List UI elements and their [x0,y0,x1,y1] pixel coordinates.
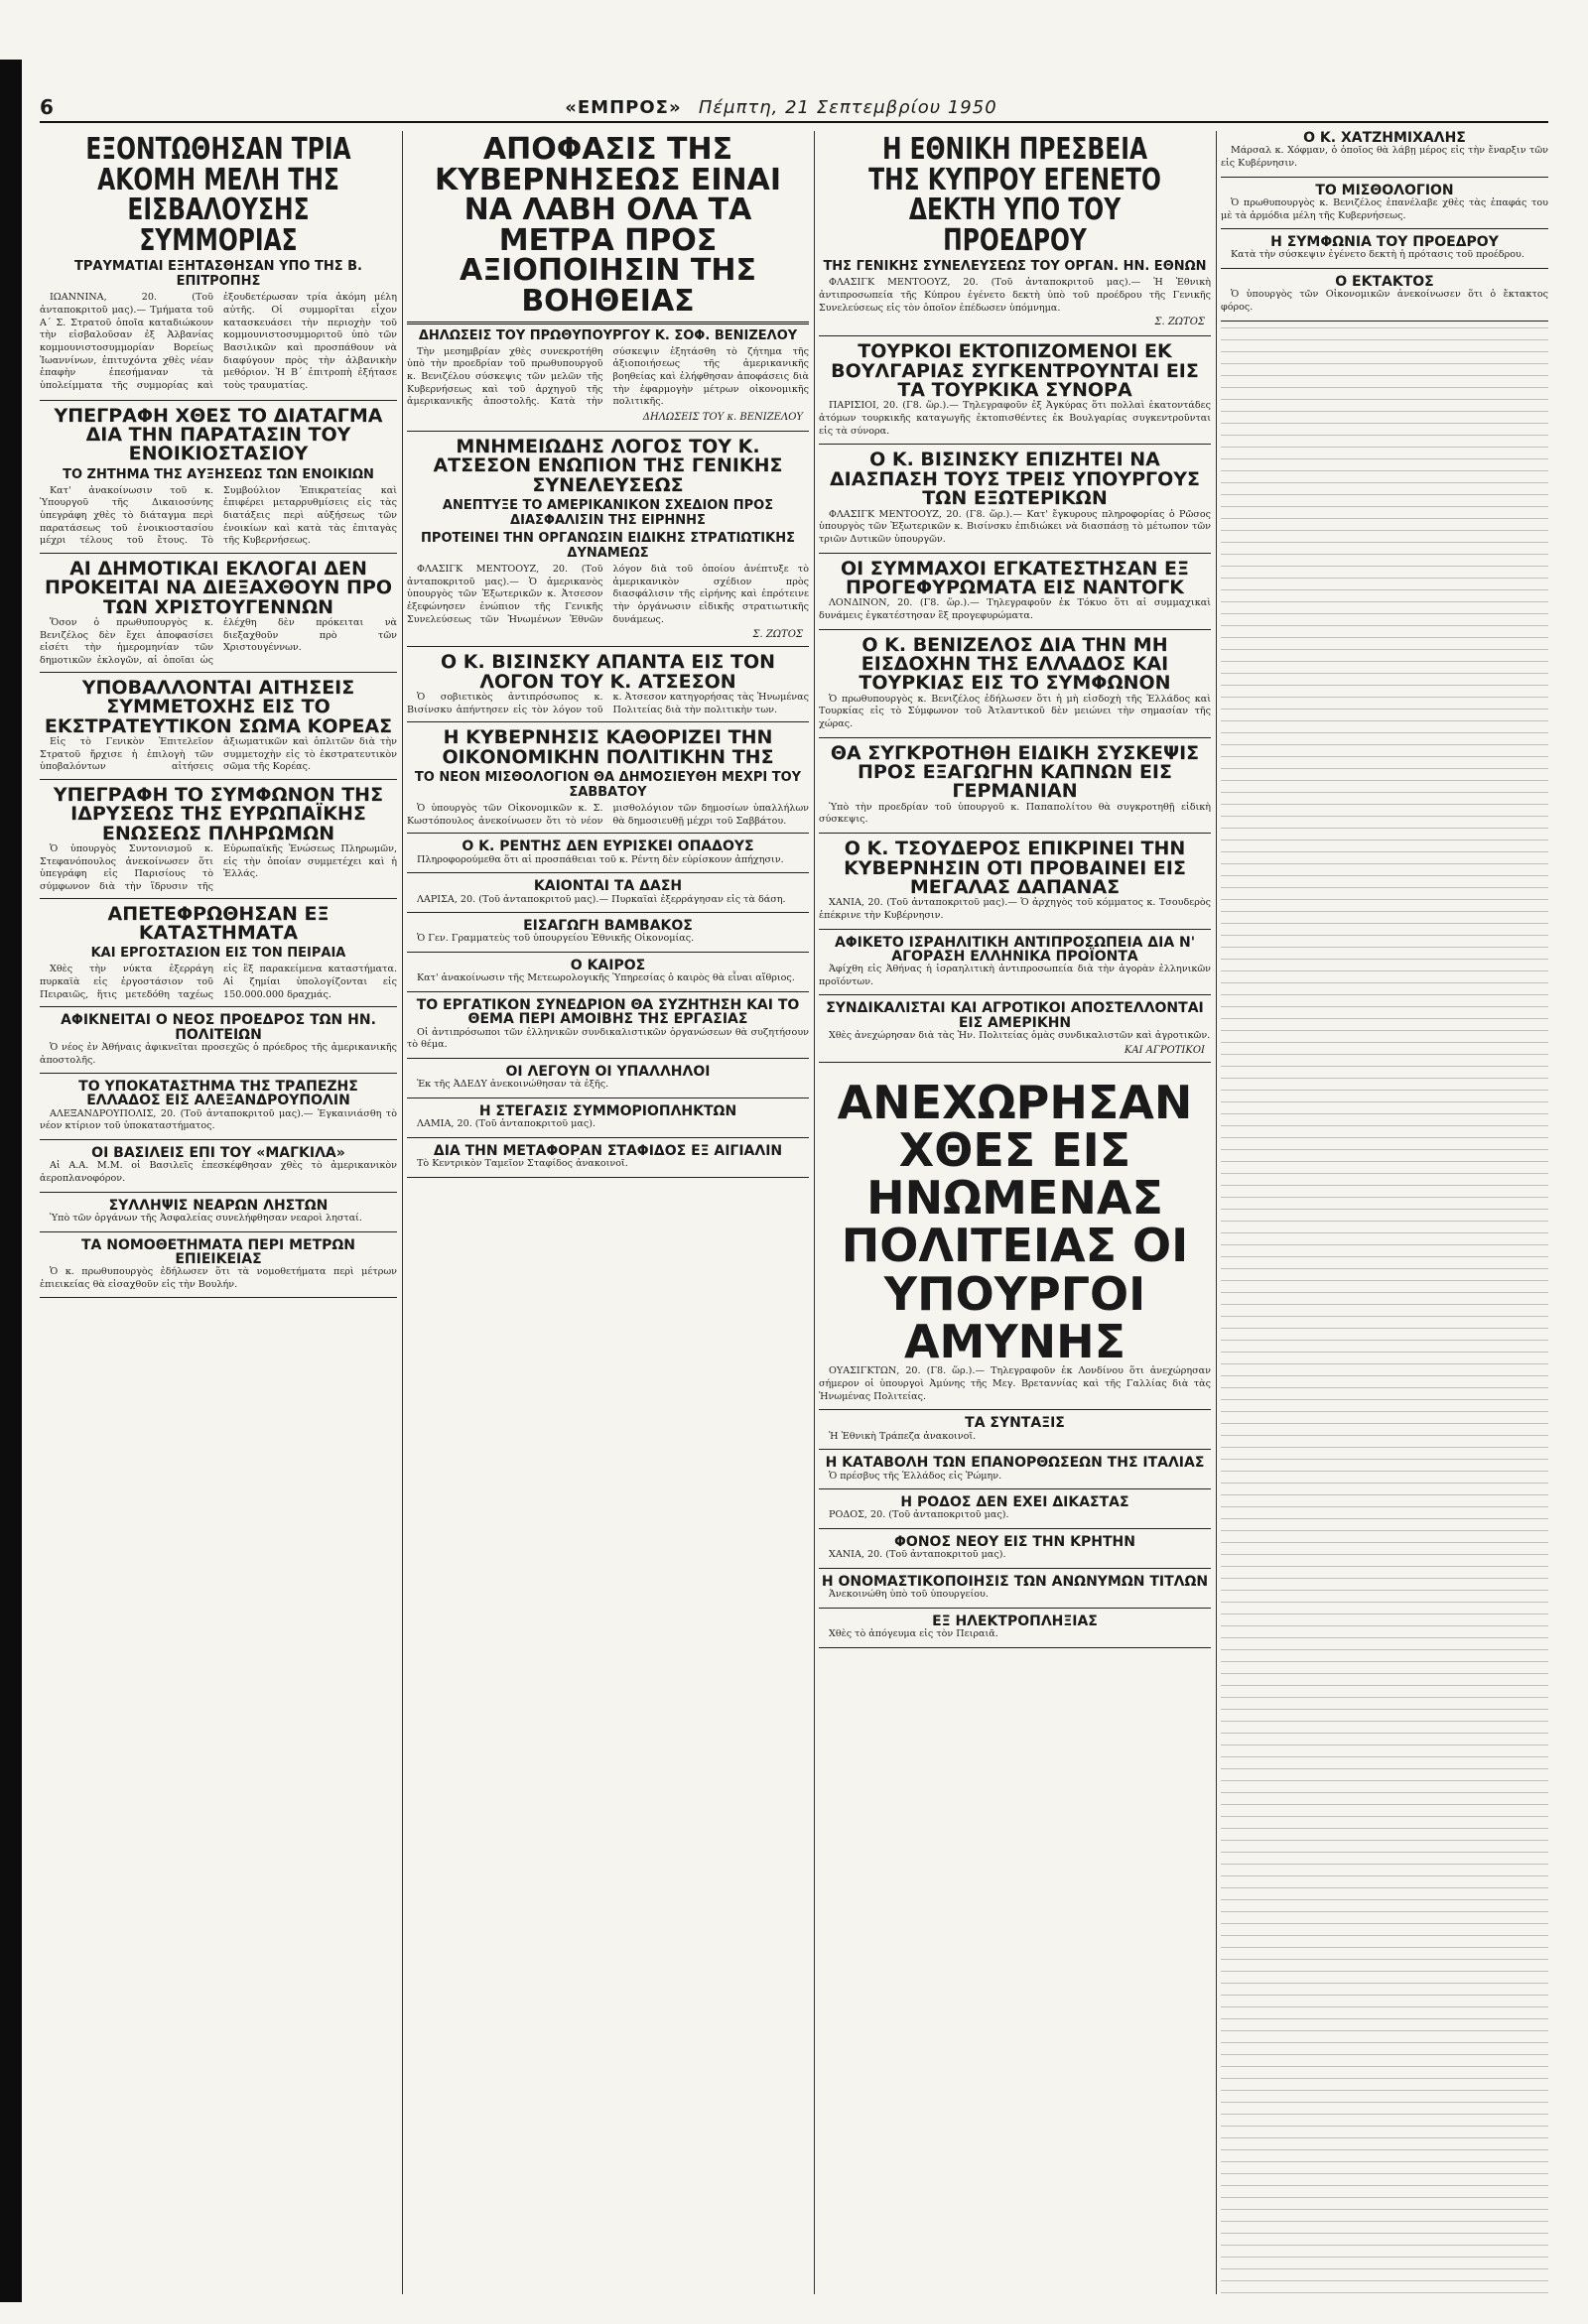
page-number: 6 [40,95,54,119]
article-body [819,897,1211,922]
article-civil-servants [407,1065,809,1098]
article-text: ΟΥΑΣΙΓΚΤΩΝ, 20. (Γ8. ὥρ.).— Τηλεγραφοῦν ἐκ Λονδίνου ὅτι ἀνεχώρησαν σήμερον οἱ ὑπουργοὶ Ἀμύνης τῆς Μεγ. Βρεταννίας καὶ τῆς Γαλλίας διὰ τὰς Ἡνωμένας Πολιτείας. [819,1365,1211,1402]
article-headline: ΑΠΟΦΑΣΙΣ ΤΗΣ ΚΥΒΕΡΝΗΣΕΩΣ ΕΙΝΑΙ ΝΑ ΛΑΒΗ ΟΛΑ ΤΑ ΜΕΤΡΑ ΠΡΟΣ ΑΞΙΟΠΟΙΗΣΙΝ ΤΗΣ ΒΟΗΘΕΙΑΣ [434,132,782,319]
article-body [40,485,397,549]
article-body [40,617,397,668]
article-headline: ΜΝΗΜΕΙΩΔΗΣ ΛΟΓΟΣ ΤΟΥ Κ. ΑΤΣΕΣΟΝ ΕΝΩΠΙΟΝ ΤΗΣ ΓΕΝΙΚΗΣ ΣΥΝΕΛΕΥΣΕΩΣ [433,435,783,496]
article-text: ΠΑΡΙΣΙΟΙ, 20. (Γ8. ὥρ.).— Τηλεγραφοῦν ἐξ Ἀγκύρας ὅτι πολλαὶ ἑκατοντάδες ἀτόμων τουρκικῆς καταγωγῆς ἐκτοπισθέντες ἐκ Βουλγαρίας συγκεντροῦνται εἰς τὰ σύνορα. [819,400,1211,437]
article-body [819,1431,1211,1444]
article-rhodes-judges [819,1495,1211,1529]
article-cyprus-delegation [819,131,1211,336]
article-headline: ΥΠΟΒΑΛΛΟΝΤΑΙ ΑΙΤΗΣΕΙΣ ΣΥΜΜΕΤΟΧΗΣ ΕΙΣ ΤΟ ΕΚΣΤΡΑΤΕΥΤΙΚΟΝ ΣΩΜΑ ΚΟΡΕΑΣ [44,676,393,737]
article-housing [407,1104,809,1138]
article-headline: ΟΙ ΣΥΜΜΑΧΟΙ ΕΓΚΑΤΕΣΤΗΣΑΝ ΕΞ ΠΡΟΓΕΦΥΡΩΜΑΤΑ ΕΙΣ ΝΑΝΤΟΓΚ [840,557,1190,598]
column-1 [40,131,397,2294]
article-body [819,509,1211,547]
article-subhead-2: ΠΡΟΤΕΙΝΕΙ ΤΗΝ ΟΡΓΑΝΩΣΙΝ ΕΙΔΙΚΗΣ ΣΤΡΑΤΙΩΤΙΚΗΣ ΔΥΝΑΜΕΩΣ [421,530,795,561]
article-headline: ΘΑ ΣΥΓΚΡΟΤΗΘΗ ΕΙΔΙΚΗ ΣΥΣΚΕΨΙΣ ΠΡΟΣ ΕΞΑΓΩΓΗΝ ΚΑΠΝΩΝ ΕΙΣ ΓΕΡΜΑΝΙΑΝ [830,741,1200,803]
article-body [407,854,809,867]
article-economic-policy [407,728,809,834]
article-hatzimichalis [1221,131,1548,178]
article-body [40,1108,397,1133]
article-headline: Ο Κ. ΒΕΝΙΖΕΛΟΣ ΔΙΑ ΤΗΝ ΜΗ ΕΙΣΔΟΧΗΝ ΤΗΣ ΕΛΛΑΔΟΣ ΚΑΙ ΤΟΥΡΚΙΑΣ ΕΙΣ ΤΟ ΣΥΜΦΩΝΟΝ [859,633,1171,695]
paper-title-line [565,97,996,121]
article-body [1221,289,1548,314]
article-defence-ministers [819,1069,1211,1411]
article-text: Κατ' ἀνακοίνωσιν τῆς Μετεωρολογικῆς Ὑπηρεσίας ὁ καιρὸς θὰ εἶναι αἴθριος. [417,972,795,984]
article-body [407,1079,809,1092]
article-body [40,843,397,894]
article-headline: ΤΟ ΥΠΟΚΑΤΑΣΤΗΜΑ ΤΗΣ ΤΡΑΠΕΖΗΣ ΕΛΛΑΔΟΣ ΕΙΣ ΑΛΕΞΑΝΔΡΟΥΠΟΛΙΝ [78,1079,358,1109]
article-body [40,1213,397,1226]
article-headline: Η ΟΝΟΜΑΣΤΙΚΟΠΟΙΗΣΙΣ ΤΩΝ ΑΝΩΝΥΜΩΝ ΤΙΤΛΩΝ [821,1574,1209,1591]
article-headline: ΥΠΕΓΡΑΦΗ ΤΟ ΣΥΜΦΩΝΟΝ ΤΗΣ ΙΔΡΥΣΕΩΣ ΤΗΣ ΕΥΡΩΠΑΪΚΗΣ ΕΝΩΣΕΩΣ ΠΛΗΡΩΜΩΝ [53,783,384,844]
article-headline: Ο Κ. ΡΕΝΤΗΣ ΔΕΝ ΕΥΡΙΣΚΕΙ ΟΠΑΔΟΥΣ [462,839,754,855]
article-headline: Ο Κ. ΒΙΣΙΝΣΚΥ ΑΠΑΝΤΑ ΕΙΣ ΤΟΝ ΛΟΓΟΝ ΤΟΥ Κ. ΑΤΣΕΣΟΝ [440,651,776,693]
article-text: Μάρσαλ κ. Χόφμαν, ὁ ὁποῖος θὰ λάβῃ μέρος εἰς τὴν ἔναρξιν τῶν εἰς Κυβέρνησιν. [1221,145,1548,169]
article-signature: ΔΗΛΩΣΕΙΣ ΤΟΥ κ. ΒΕΝΙΖΕΛΟΥ [642,411,803,423]
issue-date: Πέμπτη, 21 Σεπτεμβρίου 1950 [698,97,997,118]
article-headline: ΣΥΝΔΙΚΑΛΙΣΤΑΙ ΚΑΙ ΑΓΡΟΤΙΚΟΙ ΑΠΟΣΤΕΛΛΟΝΤΑΙ ΕΙΣ ΑΜΕΡΙΚΗΝ [826,1000,1204,1031]
article-text: Ἀνεκοινώθη ὑπὸ τοῦ ὑπουργείου. [829,1589,989,1601]
article-cotton-import [407,919,809,953]
article-text: Κατὰ τὴν σύσκεψιν ἐγένετο δεκτὴ ἡ πρότασις τοῦ προέδρου. [1231,249,1524,261]
article-text: Ὁ σοβιετικὸς ἀντιπρόσωπος κ. Βισίνσκυ ἀπήντησεν εἰς τὸν λόγον τοῦ κ. Ἀτσεσον κατηγορήσας τὰς Ἡνωμένας Πολιτείας διὰ τὴν πολιτικὴν των. [407,692,809,715]
article-body [407,972,809,985]
article-headline: ΤΑ ΝΟΜΟΘΕΤΗΜΑΤΑ ΠΕΡΙ ΜΕΤΡΩΝ ΕΠΙΕΙΚΕΙΑΣ [80,1236,355,1267]
masthead [40,89,1548,123]
article-body [407,933,809,946]
article-body [819,1628,1211,1641]
article-headline: ΑΦΙΚΕΤΟ ΙΣΡΑΗΛΙΤΙΚΗ ΑΝΤΙΠΡΟΣΩΠΕΙΑ ΔΙΑ Ν' ΑΓΟΡΑΣΗ ΕΛΛΗΝΙΚΑ ΠΡΟΪΟΝΤΑ [834,934,1196,965]
article-headline: ΤΟ ΜΙΣΘΟΛΟΓΙΟΝ [1315,182,1454,198]
article-royals-carrier [40,1146,397,1193]
article-text: ΦΛΑΣΙΓΚ ΜΕΝΤΟΟΥΖ, 20. (Γ8. ὥρ.).— Κατ' ἔγκυρους πληροφορίας ὁ Ρῶσος ὑπουργὸς τῶν Ἐξωτερικῶν κ. Βισίνσκυ ἐπιδιώκει νὰ διασπάσῃ τὸ μέτωπον τῶν τριῶν Δυτικῶν ὑπουργῶν. [819,508,1211,545]
article-body [819,1509,1211,1522]
article-body [819,964,1211,988]
article-text: Ὁ ὑπουργὸς τῶν Οἰκονομικῶν κ. Σ. Κωστόπουλος ἀνεκοίνωσεν ὅτι τὸ νέον μισθολόγιον τῶν δημοσίων ὑπαλλήλων θὰ δημοσιευθῇ μέχρι τοῦ Σαββάτου. [407,803,809,827]
article-text: Ὁ κ. πρωθυπουργὸς ἐδήλωσεν ὅτι τὰ νομοθετήματα περὶ μέτρων ἐπιεικείας θὰ εἰσαχθοῦν εἰς τὴν Βουλήν. [40,1266,397,1290]
article-text: Ὑπὸ τῶν ὀργάνων τῆς Ἀσφαλείας συνελήφθησαν νεαροὶ λησταί. [50,1212,362,1224]
article-headline: ΕΞΟΝΤΩΘΗΣΑΝ ΤΡΙΑ ΑΚΟΜΗ ΜΕΛΗ ΤΗΣ ΕΙΣΒΑΛΟΥΣΗΣ ΣΥΜΜΟΡΙΑΣ [85,132,351,258]
article-subhead: ΤΗΣ ΓΕΝΙΚΗΣ ΣΥΝΕΛΕΥΣΕΩΣ ΤΟΥ ΟΡΓΑΝ. ΗΝ. ΕΘΝΩΝ [823,259,1207,275]
article-subhead: ΤΟ ΖΗΤΗΜΑ ΤΗΣ ΑΥΞΗΣΕΩΣ ΤΩΝ ΕΝΟΙΚΙΩΝ [63,466,374,482]
article-body [819,1365,1211,1403]
article-text: ΡΟΔΟΣ, 20. (Τοῦ ἀνταποκριτοῦ μας). [829,1509,1009,1521]
article-headline: ΕΞ ΗΛΕΚΤΡΟΠΛΗΞΙΑΣ [932,1613,1098,1629]
article-turkish-deportees [819,342,1211,445]
article-text: Εἰς τὸ Γενικὸν Ἐπιτελεῖον Στρατοῦ ἤρχισε ἡ ἐπιλογὴ τῶν ὑποβαλόντων αἰτήσεις ἀξιωματικῶν καὶ ὁπλιτῶν διὰ τὴν συμμετοχὴν εἰς τὸ ἐκστρατευτικὸν σῶμα τῆς Κορέας. [40,735,397,773]
article-rentis [407,839,809,873]
column-4 [1221,131,1548,2294]
article-headline: ΣΥΛΛΗΨΙΣ ΝΕΑΡΩΝ ΛΗΣΤΩΝ [108,1197,329,1214]
article-headline: Η ΣΥΜΦΩΝΙΑ ΤΟΥ ΠΡΟΕΔΡΟΥ [1270,234,1499,251]
article-body [40,1042,397,1067]
article-headline: ΟΙ ΒΑΣΙΛΕΙΣ ΕΠΙ ΤΟΥ «ΜΑΓΚΙΛΑ» [91,1145,345,1162]
article-body [819,1471,1211,1484]
article-headline: Ο Κ. ΧΑΤΖΗΜΙΧΑΛΗΣ [1303,131,1466,146]
article-body [819,400,1211,438]
article-us-president [40,1013,397,1074]
column-rule [814,131,815,2294]
article-text: ΛΑΜΙΑ, 20. (Τοῦ ἀνταποκριτοῦ μας). [417,1118,596,1130]
article-text: Κατ' ἀνακοίνωσιν τοῦ κ. Ὑπουργοῦ τῆς Δικαιοσύνης ὑπεγράφη χθὲς τὸ διάταγμα περὶ παρατάσεως τοῦ ἐνοικιοστασίου μέχρι τέλους τοῦ ἔτους. Τὸ Συμβούλιον Ἐπικρατείας καὶ ἐπιφέρει μεταρρυθμίσεις εἰς τὰς διατάξεις περὶ αὐξήσεως τῶν ἐνοικίων καὶ κατὰ τὰς ἐπιταγὰς τῆς Κυβερνήσεως. [40,484,397,547]
article-rent-decree [40,404,397,554]
article-text: Πληροφορούμεθα ὅτι αἱ προσπάθειαι τοῦ κ. Ρέντη δὲν εὑρίσκουν ἀπήχησιν. [417,853,784,865]
article-israeli-delegation [819,936,1211,996]
article-headline: ΤΑ ΣΥΝΤΑΞΙΣ [965,1415,1065,1432]
article-text: Χθὲς τὴν νύκτα ἐξερράγη πυρκαϊὰ εἰς ἐργοστάσιον τοῦ Πειραιῶς, ἥτις μετεδόθη ταχέως εἰς ἓξ παρακείμενα καταστήματα. Αἱ ζημίαι ὑπολογίζονται εἰς 150.000.000 δραχμάς. [40,964,397,1000]
article-payments-union [40,783,397,899]
paper-name: «ΕΜΠΡΟΣ» [565,97,682,118]
article-signature: ΚΑΙ ΑΓΡΟΤΙΚΟΙ [1124,1044,1205,1056]
article-raisin-transport [407,1144,809,1178]
article-body [1221,197,1548,222]
article-text: Ὁ Γεν. Γραμματεὺς τοῦ ὑπουργείου Ἐθνικῆς Οἰκονομίας. [417,933,695,945]
article-body [40,1160,397,1185]
article-signature: Σ. ΖΩΤΟΣ [752,629,803,641]
article-headline: ΕΙΣΑΓΩΓΗ ΒΑΜΒΑΚΟΣ [523,918,693,935]
column-rule [402,131,403,2294]
article-headline: Η ΚΑΤΑΒΟΛΗ ΤΩΝ ΕΠΑΝΟΡΘΩΣΕΩΝ ΤΗΣ ΙΤΑΛΙΑΣ [825,1455,1205,1472]
article-unionists-america [819,1001,1211,1062]
article-robbers-arrest [40,1199,397,1232]
article-text: Ὁ ὑπουργὸς τῶν Οἰκονομικῶν ἀνεκοίνωσεν ὅτι ὁ ἔκτακτος φόρος. [1221,289,1548,313]
article-text: Αἱ Α.Α. Μ.Μ. οἱ Βασιλεῖς ἐπεσκέφθησαν χθὲς τὸ ἀμερικανικὸν ἀεροπλανοφόρον. [40,1160,397,1184]
article-allied-bridgeheads [819,557,1211,630]
article-body [407,1158,809,1171]
article-body [819,277,1211,315]
article-headline: Ο ΚΑΙΡΟΣ [570,958,646,974]
article-body [407,803,809,829]
article-body [40,1266,397,1291]
article-body [40,292,397,393]
article-text: Ὁ νέος ἐν Ἀθήναις ἀφικνεῖται προσεχῶς ὁ πρόεδρος τῆς ἀμερικανικῆς ἀποστολῆς. [40,1041,397,1066]
article-anonymous-titles [819,1575,1211,1609]
article-text: Ἡ Ἐθνικὴ Τράπεζα ἀνακοινοῖ. [829,1430,977,1442]
column-2 [407,131,809,2294]
article-leniency-measures [40,1238,397,1299]
article-text: ΦΛΑΣΙΓΚ ΜΕΝΤΟΟΥΖ, 20. (Τοῦ ἀνταποκριτοῦ μας).— Ἡ Ἐθνικὴ ἀντιπροσωπεία τῆς Κύπρου ἐγένετο δεκτὴ ὑπὸ τοῦ προέδρου τῆς Γενικῆς Συνελεύσεως εἰς τὸν ὁποῖον ἐπέδωσεν ὑπόμνημα. [819,277,1211,314]
article-body [407,346,809,410]
article-body [407,1118,809,1131]
article-vyshinsky-reply [407,653,809,722]
article-headline: Η ΡΟΔΟΣ ΔΕΝ ΕΧΕΙ ΔΙΚΑΣΤΑΣ [900,1494,1129,1511]
scan-edge [0,60,22,2302]
article-headline: Ο Κ. ΒΙΣΙΝΣΚΥ ΕΠΙΖΗΤΕΙ ΝΑ ΔΙΑΣΠΑΣΗ ΤΟΥΣ ΤΡΕΙΣ ΥΠΟΥΡΓΟΥΣ ΤΩΝ ΕΞΩΤΕΡΙΚΩΝ [829,449,1201,510]
article-crete-murder [819,1535,1211,1569]
article-text: Ὅσον ὁ πρωθυπουργὸς κ. Βενιζέλος δὲν ἔχει ἀποφασίσει εἰσέτι τὴν ἡμερομηνίαν τῶν δημοτικῶν ἐκλογῶν, αἱ ὁποῖαι ὡς ἐλέχθη δὲν πρόκειται νὰ διεξαχθοῦν πρὸ τῶν Χριστουγέννων. [40,617,397,667]
article-body [819,1549,1211,1562]
article-acheson-speech [407,435,809,647]
article-text: Τὴν μεσημβρίαν χθὲς συνεκροτήθη ὑπὸ τὴν προεδρίαν τοῦ πρωθυπουργοῦ κ. Βενιζέλου σύσκεψις τῶν μελῶν τῆς Κυβερνήσεως καὶ τοῦ ἀρχηγοῦ τῆς ἀμερικανικῆς ἀποστολῆς. Κατὰ τὴν σύσκεψιν ἐξητάσθη τὸ ζήτημα τῆς ἀξιοποιήσεως τῆς ἀμερικανικῆς βοηθείας καὶ ἐλήφθησαν ἀποφάσεις διὰ τὴν ἐφαρμογὴν μέτρων οἰκονομικῆς πολιτικῆς. [407,345,809,408]
article-headline: ΑΠΕΤΕΦΡΩΘΗΣΑΝ ΕΞ ΚΑΤΑΣΤΗΜΑΤΑ [107,902,330,944]
article-guerrilla-band [40,131,397,401]
article-body [407,564,809,627]
article-pensions [819,1416,1211,1450]
article-text: ΙΩΑΝΝΙΝΑ, 20. (Τοῦ ἀνταποκριτοῦ μας).— Τμήματα τοῦ Α΄ Σ. Στρατοῦ ὁποῖα καταδιώκουν τὴν εἰσβαλοῦσαν ἐξ Ἀλβανίας κομμουνιστοσυμμορίαν Βορείως Ἰωαννίνων, ἐπιτυχόντα χθὲς νέαν ἐπαφὴν ἐπεσήμαναν τὰ ὑπολείμματα τῆς συμμορίας καὶ ἐξουδετέρωσαν τρία ἀκόμη μέλη αὐτῆς. Οἱ συμμορῖται εἶχον κατασκευάσει τὴν περιοχὴν τοῦ κομμουνιστοσυμμοριτοῦ ὑπὸ τῶν Βασιλικῶν καὶ προσπάθουν νὰ διαφύγουν πρὸς τὴν ἀλβανικὴν μεθόριον. Ἡ Β΄ ἐπιτροπὴ ἐξήτασε τοὺς τραυματίας. [40,292,397,391]
article-subhead: ΔΗΛΩΣΕΙΣ ΤΟΥ ΠΡΩΘΥΠΟΥΡΓΟΥ Κ. ΣΟΦ. ΒΕΝΙΖΕΛΟΥ [418,327,798,343]
article-body [407,894,809,907]
article-headline: ΑΙ ΔΗΜΟΤΙΚΑΙ ΕΚΛΟΓΑΙ ΔΕΝ ΠΡΟΚΕΙΤΑΙ ΝΑ ΔΙΕΞΑΧΘΟΥΝ ΠΡΟ ΤΩΝ ΧΡΙΣΤΟΥΓΕΝΝΩΝ [45,558,392,618]
article-italian-reparations [819,1456,1211,1489]
article-extraordinary-tax [1221,275,1548,322]
article-text: Τὸ Κεντρικὸν Ταμεῖον Σταφίδος ἀνακοινοῖ. [417,1158,628,1170]
article-body [40,736,397,775]
article-text: Οἱ ἀντιπρόσωποι τῶν ἐλληνικῶν συνδικαλιστικῶν ὀργανώσεων θὰ συζητήσουν τὸ θέμα. [407,1026,809,1051]
article-signature: Σ. ΖΩΤΟΣ [1154,317,1205,328]
article-body [407,692,809,717]
article-text: Ὁ πρωθυπουργὸς κ. Βενιζέλος ἐπανέλαβε χθὲς τὰς ἐπαφάς του μὲ τὰ ἀρμόδια μέλη τῆς Κυβερνήσεως. [1221,196,1548,221]
article-municipal-elections [40,560,397,673]
article-text: ΧΑΝΙΑ, 20. (Τοῦ ἀνταποκριτοῦ μας).— Ὁ ἀρχηγὸς τοῦ κόμματος κ. Τσουδερὸς ἐπέκρινε τὴν Κυβέρνησιν. [819,897,1211,921]
article-labour-congress [407,998,809,1059]
article-text: Ἐκ τῆς ἈΔΕΔΥ ἀνεκοινώθησαν τὰ ἑξῆς. [417,1079,609,1091]
article-text: Ὁ πρωθυπουργὸς κ. Βενιζέλος ἐδήλωσεν ὅτι ἡ μὴ εἰσδοχὴ τῆς Ἑλλάδος καὶ Τουρκίας εἰς τὸ Σύμφωνον τοῦ Ἀτλαντικοῦ δὲν μειώνει τὴν σημασίαν τῆς χώρας. [819,693,1211,730]
article-headline: ΤΟ ΕΡΓΑΤΙΚΟΝ ΣΥΝΕΔΡΙΟΝ ΘΑ ΣΥΖΗΤΗΣΗ ΚΑΙ ΤΟ ΘΕΜΑ ΠΕΡΙ ΑΜΟΙΒΗΣ ΤΗΣ ΕΡΓΑΣΙΑΣ [416,997,800,1028]
article-body [819,802,1211,827]
article-tsouderos [819,839,1211,929]
article-body [1221,249,1548,262]
article-headline: ΟΙ ΛΕΓΟΥΝ ΟΙ ΥΠΑΛΛΗΛΟΙ [505,1063,711,1080]
article-text: Ὑπὸ τὴν προεδρίαν τοῦ ὑπουργοῦ κ. Παπαπολίτου θὰ συγκροτηθῇ εἰδικὴ σύσκεψις. [819,801,1211,826]
article-text: ΦΛΑΣΙΓΚ ΜΕΝΤΟΟΥΖ, 20. (Τοῦ ἀνταποκριτοῦ μας).— Ὁ ἀμερικανὸς ὑπουργὸς τῶν Ἐξωτερικῶν κ. Ἀτσεσον ἐξεφώνησεν ἐνώπιον τῆς Γενικῆς Συνελεύσεως τῶν Ἡνωμένων Ἐθνῶν λόγον διὰ τοῦ ὁποίου ἀνέπτυξε τὸ ἀμερικανικὸν σχέδιον πρὸς διασφάλισιν τῆς εἰρήνης καὶ ἐπρότεινε τὴν ὀργάνωσιν εἰδικῆς στρατιωτικῆς δυνάμεως. [407,563,809,625]
article-subhead: ΤΟ ΝΕΟΝ ΜΙΣΘΟΛΟΓΙΟΝ ΘΑ ΔΗΜΟΣΙΕΥΘΗ ΜΕΧΡΙ ΤΟΥ ΣΑΒΒΑΤΟΥ [414,770,802,801]
article-headline: Ο Κ. ΤΣΟΥΔΕΡΟΣ ΕΠΙΚΡΙΝΕΙ ΤΗΝ ΚΥΒΕΡΝΗΣΙΝ ΟΤΙ ΠΡΟΒΑΙΝΕΙ ΕΙΣ ΜΕΓΑΛΑΣ ΔΑΠΑΝΑΣ [844,838,1186,898]
article-korea-corps [40,676,397,780]
column-rule [1216,131,1217,2294]
article-headline: Η ΚΥΒΕΡΝΗΣΙΣ ΚΑΘΟΡΙΖΕΙ ΤΗΝ ΟΙΚΟΝΟΜΙΚΗΝ ΠΟΛΙΤΙΚΗΝ ΤΗΣ [442,726,774,768]
article-headline: ΑΦΙΚΝΕΙΤΑΙ Ο ΝΕΟΣ ΠΡΟΕΔΡΟΣ ΤΩΝ ΗΝ. ΠΟΛΙΤΕΙΩΝ [61,1012,376,1043]
article-text: Χθὲς τὸ ἀπόγευμα εἰς τὸν Πειραιᾶ. [829,1628,998,1640]
article-headline: ΦΟΝΟΣ ΝΕΟΥ ΕΙΣ ΤΗΝ ΚΡΗΤΗΝ [894,1534,1135,1551]
article-text: Ὁ ὑπουργὸς Συντονισμοῦ κ. Στεφανόπουλος ἀνεκοίνωσεν ὅτι ὑπεγράφη εἰς Παρισίους τὸ σύμφωνον διὰ τὴν ἵδρυσιν τῆς Εὐρωπαϊκῆς Ἑνώσεως Πληρωμῶν, εἰς τὴν ὁποίαν συμμετέχει καὶ ἡ Ἑλλάς. [40,843,397,892]
article-body [819,1030,1211,1043]
article-headline: Η ΣΤΕΓΑΣΙΣ ΣΥΜΜΟΡΙΟΠΛΗΚΤΩΝ [478,1102,737,1119]
article-weather [407,959,809,992]
article-president-agreement [1221,235,1548,269]
article-headline: ΑΝΕΧΩΡΗΣΑΝ ΧΘΕΣ ΕΙΣ ΗΝΩΜΕΝΑΣ ΠΟΛΙΤΕΙΑΣ ΟΙ ΥΠΟΥΡΓΟΙ ΑΜΥΝΗΣ [837,1075,1193,1369]
article-electrocution [819,1614,1211,1648]
article-body [407,1027,809,1052]
article-piraeus-fire [40,902,397,1008]
article-subhead: ΤΡΑΥΜΑΤΙΑΙ ΕΞΗΤΑΣΘΗΣΑΝ ΥΠΟ ΤΗΣ Β. ΕΠΙΤΡΟΠΗΣ [74,259,362,290]
article-text: ΛΟΝΔΙΝΟΝ, 20. (Γ8. ὥρ.).— Τηλεγραφοῦν ἐκ Τόκυο ὅτι αἱ συμμαχικαὶ δυνάμεις ἐγκατέστησαν ἓξ προγεφυρώματα. [819,597,1211,621]
article-text: Ὁ πρέσβυς τῆς Ἑλλάδος εἰς Ῥώμην. [829,1470,1002,1482]
article-text: Ἀφίχθη εἰς Ἀθήνας ἡ ἰσραηλιτικὴ ἀντιπροσωπεία διὰ τὴν ἀγορὰν ἐλληνικῶν προϊόντων. [819,964,1211,987]
article-text: ΧΑΝΙΑ, 20. (Τοῦ ἀνταποκριτοῦ μας). [829,1549,1006,1561]
article-body [40,964,397,1002]
article-headline: Ο ΕΚΤΑΚΤΟΣ [1335,274,1434,291]
article-body [1221,145,1548,170]
article-salary-scale [1221,184,1548,230]
article-headline: ΥΠΕΓΡΑΦΗ ΧΘΕΣ ΤΟ ΔΙΑΤΑΓΜΑ ΔΙΑ ΤΗΝ ΠΑΡΑΤΑΣΙΝ ΤΟΥ ΕΝΟΙΚΙΟΣΤΑΣΙΟΥ [54,404,383,465]
article-body [819,694,1211,731]
article-headline: ΤΟΥΡΚΟΙ ΕΚΤΟΠΙΖΟΜΕΝΟΙ ΕΚ ΒΟΥΛΓΑΡΙΑΣ ΣΥΓΚΕΝΤΡΟΥΝΤΑΙ ΕΙΣ ΤΑ ΤΟΥΡΚΙΚΑ ΣΥΝΟΡΑ [831,340,1199,402]
article-body [819,1589,1211,1602]
article-tobacco-export [819,741,1211,834]
article-government-decision [407,131,809,432]
article-headline: Η ΕΘΝΙΚΗ ΠΡΕΣΒΕΙΑ ΤΗΣ ΚΥΠΡΟΥ ΕΓΕΝΕΤΟ ΔΕΚΤΗ ΥΠΟ ΤΟΥ ΠΡΟΕΔΡΟΥ [868,132,1161,258]
article-headline: ΚΑΙΟΝΤΑΙ ΤΑ ΔΑΣΗ [533,878,683,895]
article-subhead: ΚΑΙ ΕΡΓΟΣΤΑΣΙΟΝ ΕΙΣ ΤΟΝ ΠΕΙΡΑΙΑ [90,946,346,962]
article-headline: ΔΙΑ ΤΗΝ ΜΕΤΑΦΟΡΑΝ ΣΤΑΦΙΔΟΣ ΕΞ ΑΙΓΙΑΛΙΝ [433,1142,783,1159]
article-bank-branch [40,1080,397,1140]
article-subhead: ΑΝΕΠΤΥΞΕ ΤΟ ΑΜΕΡΙΚΑΝΙΚΟΝ ΣΧΕΔΙΟΝ ΠΡΟΣ ΔΙΑΣΦΑΛΙΣΙΝ ΤΗΣ ΕΙΡΗΝΗΣ [442,497,774,528]
body-text-filler [1221,327,1548,2294]
article-text: ΛΑΡΙΣΑ, 20. (Τοῦ ἀνταποκριτοῦ μας).— Πυρκαϊαὶ ἐξερράγησαν εἰς τὰ δάση. [417,893,786,905]
article-atlantic-pact [819,633,1211,738]
double-rule [407,322,809,324]
article-vyshinsky-divide [819,451,1211,553]
column-3 [819,131,1211,2294]
article-forest-fires [407,879,809,913]
article-text: Χθὲς ἀνεχώρησαν διὰ τὰς Ἡν. Πολιτείας ὁμὰς συνδικαλιστῶν καὶ ἀγροτικῶν. [829,1029,1211,1041]
article-text: ΑΛΕΞΑΝΔΡΟΥΠΟΛΙΣ, 20. (Τοῦ ἀνταποκριτοῦ μας).— Ἐγκαινιάσθη τὸ νέον κτίριον τοῦ ὑποκαταστήματος. [40,1107,397,1132]
article-body [819,597,1211,622]
